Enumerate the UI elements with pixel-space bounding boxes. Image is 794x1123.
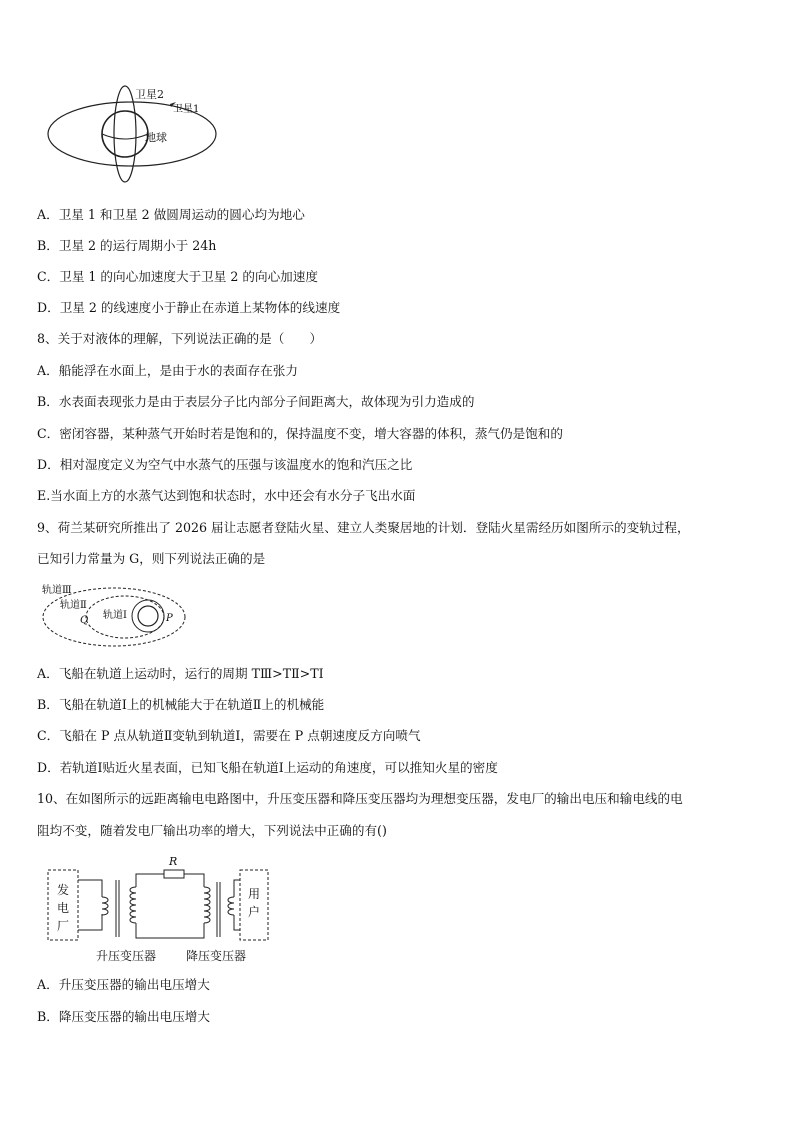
label-plant-2: 电 [57,901,70,915]
orbit-sat2 [114,86,136,182]
stepup-primary-coil [102,897,108,915]
stepdown-primary-coil [204,887,210,923]
label-user-2: 户 [248,905,261,919]
q9-stem-line2: 已知引力常量为 G，则下列说法正确的是 [37,551,266,566]
label-orbit2: 轨道Ⅱ [60,600,87,611]
q7-option-d: D．卫星 2 的线速度小于静止在赤道上某物体的线速度 [37,300,341,315]
label-plant-1: 发 [57,883,70,897]
q7-option-c: C．卫星 1 的向心加速度大于卫星 2 的向心加速度 [37,269,318,284]
q8-option-d: D．相对湿度定义为空气中水蒸气的压强与该温度水的饱和汽压之比 [37,457,413,472]
q9-option-a: A．飞船在轨道上运动时，运行的周期 TⅢ>TⅡ>TⅠ [37,666,324,681]
label-earth: 地球 [145,131,167,144]
q10-option-b: B．降压变压器的输出电压增大 [37,1009,210,1024]
label-point-q: Q [80,615,89,626]
label-orbit3: 轨道Ⅲ [42,585,72,596]
label-sat1: 卫星1 [173,104,200,115]
q7-option-a: A．卫星 1 和卫星 2 做圆周运动的圆心均为地心 [37,207,305,222]
stepdown-secondary-coil [228,897,234,915]
label-resistor: R [169,855,178,868]
q9-option-c: C．飞船在 P 点从轨道Ⅱ变轨到轨道Ⅰ，需要在 P 点朝速度反方向喷气 [37,728,421,743]
stepup-secondary-coil [130,887,136,923]
q9-stem-line1: 9、荷兰某研究所推出了 2026 届让志愿者登陆火星、建立人类聚居地的计划．登陆火星需经历如图所示的变轨过程， [37,520,690,535]
q8-option-e: E.当水面上方的水蒸气达到饱和状态时，水中还会有水分子飞出水面 [37,488,416,503]
earth-circle [102,111,148,157]
label-orbit1: 轨道Ⅰ [103,610,127,621]
q10-stem-line1: 10、在如图所示的远距离输电电路图中，升压变压器和降压变压器均为理想变压器，发电厂的输出电压和输电线的电 [37,791,683,806]
q10-stem-line2: 阻均不变，随着发电厂输出功率的增大，下列说法中正确的有() [37,823,387,838]
orbit-transfer-figure [40,580,190,650]
resistor [164,870,184,878]
q8-option-b: B．水表面表现张力是由于表层分子比内部分子间距离大，故体现为引力造成的 [37,394,475,409]
q8-option-c: C．密闭容器，某种蒸气开始时若是饱和的，保持温度不变，增大容器的体积，蒸气仍是饱和的 [37,426,563,441]
orbit-1 [132,600,164,632]
q9-option-d: D．若轨道Ⅰ贴近火星表面，已知飞船在轨道Ⅰ上运动的角速度，可以推知火星的密度 [37,760,498,775]
q9-option-b: B．飞船在轨道Ⅰ上的机械能大于在轨道Ⅱ上的机械能 [37,697,325,712]
label-sat2: 卫星2 [135,88,164,101]
q8-stem: 8、关于对液体的理解，下列说法正确的是（ ） [37,331,323,346]
label-point-p: P [166,613,173,624]
label-plant-3: 厂 [57,919,70,933]
label-user-1: 用 [248,887,261,901]
q10-option-a: A．升压变压器的输出电压增大 [37,977,210,992]
label-step-up: 升压变压器 [96,949,157,963]
q8-option-a: A．船能浮在水面上，是由于水的表面存在张力 [37,363,298,378]
label-step-down: 降压变压器 [186,949,247,963]
satellite-orbit-figure [45,82,225,187]
q7-option-b: B．卫星 2 的运行周期小于 24h [37,238,217,253]
power-transmission-figure [44,852,274,967]
mars-circle [138,606,158,626]
